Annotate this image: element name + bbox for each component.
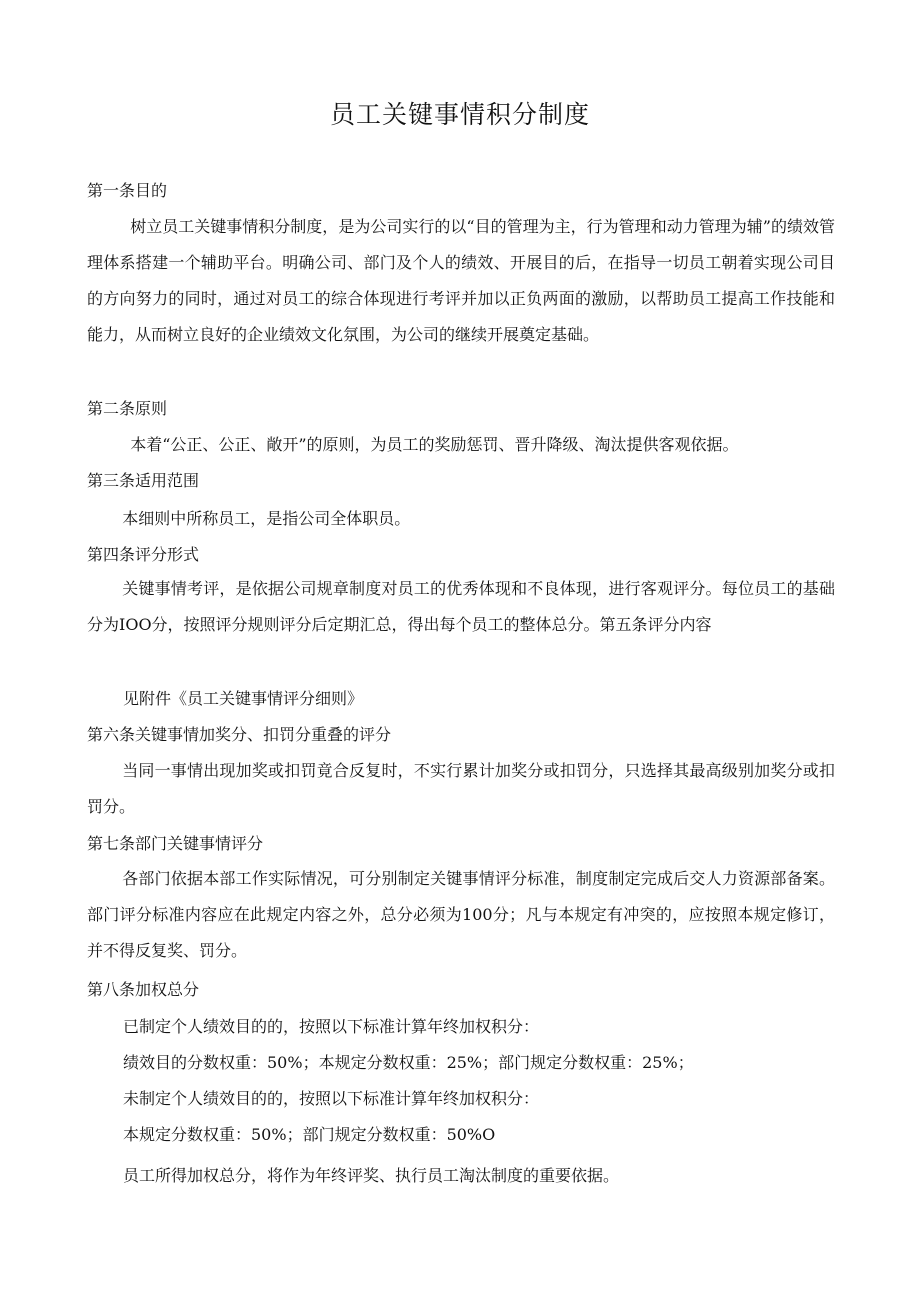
section-body-3: 本细则中所称员工，是指公司全体职员。 [122,509,411,528]
section-heading-6: 第六条关键事情加奖分、扣罚分重叠的评分 [87,725,392,744]
section-body-4: 关键事情考评，是依据公司规章制度对员工的优秀体现和不良体现，进行客观评分。每位员工的基础分为IOO分，按照评分规则评分后定期汇总，得出每个员工的整体总分。第五条评分内容 [87,579,835,634]
section-heading-7: 第七条部门关键事情评分 [87,834,264,853]
weight-line-3: 未制定个人绩效目的的，按照以下标准计算年终加权积分： [123,1089,540,1108]
section-heading-3: 第三条适用范围 [87,471,200,490]
section-heading-4: 第四条评分形式 [87,545,200,564]
section-body-1: 树立员工关键事情积分制度，是为公司实行的以“目的管理为主，行为管理和动力管理为辅”的绩效管理体系搭建一个辅助平台。明确公司、部门及个人的绩效、开展目的后，在指导一切员工朝着实现公司目的方向努力的同时，通过对员工的综合体现进行考评并加以正负两面的激励，以帮助员工提高工作技能和能力，从而树立良好的企业绩效文化氛围，为公司的继续开展奠定基础。 [87,217,835,344]
weight-line-5: 员工所得加权总分，将作为年终评奖、执行员工淘汰制度的重要依据。 [123,1166,620,1185]
section-body-2: 本着“公正、公正、敞开”的原则，为员工的奖励惩罚、晋升降级、淘汰提供客观依据。 [130,435,739,454]
section-body-6: 当同一事情出现加奖或扣罚竟合反复时，不实行累计加奖分或扣罚分，只选择其最高级别加奖分或扣罚分。 [87,761,835,816]
section-body-5: 见附件《员工关键事情评分细则》 [123,689,364,708]
section-heading-2: 第二条原则 [87,399,168,418]
section-body-7: 各部门依据本部工作实际情况，可分别制定关键事情评分标准，制度制定完成后交人力资源部备案。部门评分标准内容应在此规定内容之外，总分必须为100分；凡与本规定有冲突的，应按照本规定修订，并不得反复奖、罚分。 [87,869,835,960]
weight-line-2: 绩效目的分数权重：50%；本规定分数权重：25%；部门规定分数权重：25%； [123,1053,694,1072]
weight-line-4: 本规定分数权重：50%；部门规定分数权重：50%O [123,1125,496,1144]
section-heading-1: 第一条目的 [87,181,168,200]
document-title: 员工关键事情积分制度 [329,100,590,129]
weight-line-1: 已制定个人绩效目的的，按照以下标准计算年终加权积分： [123,1017,540,1036]
section-heading-8: 第八条加权总分 [87,980,200,999]
